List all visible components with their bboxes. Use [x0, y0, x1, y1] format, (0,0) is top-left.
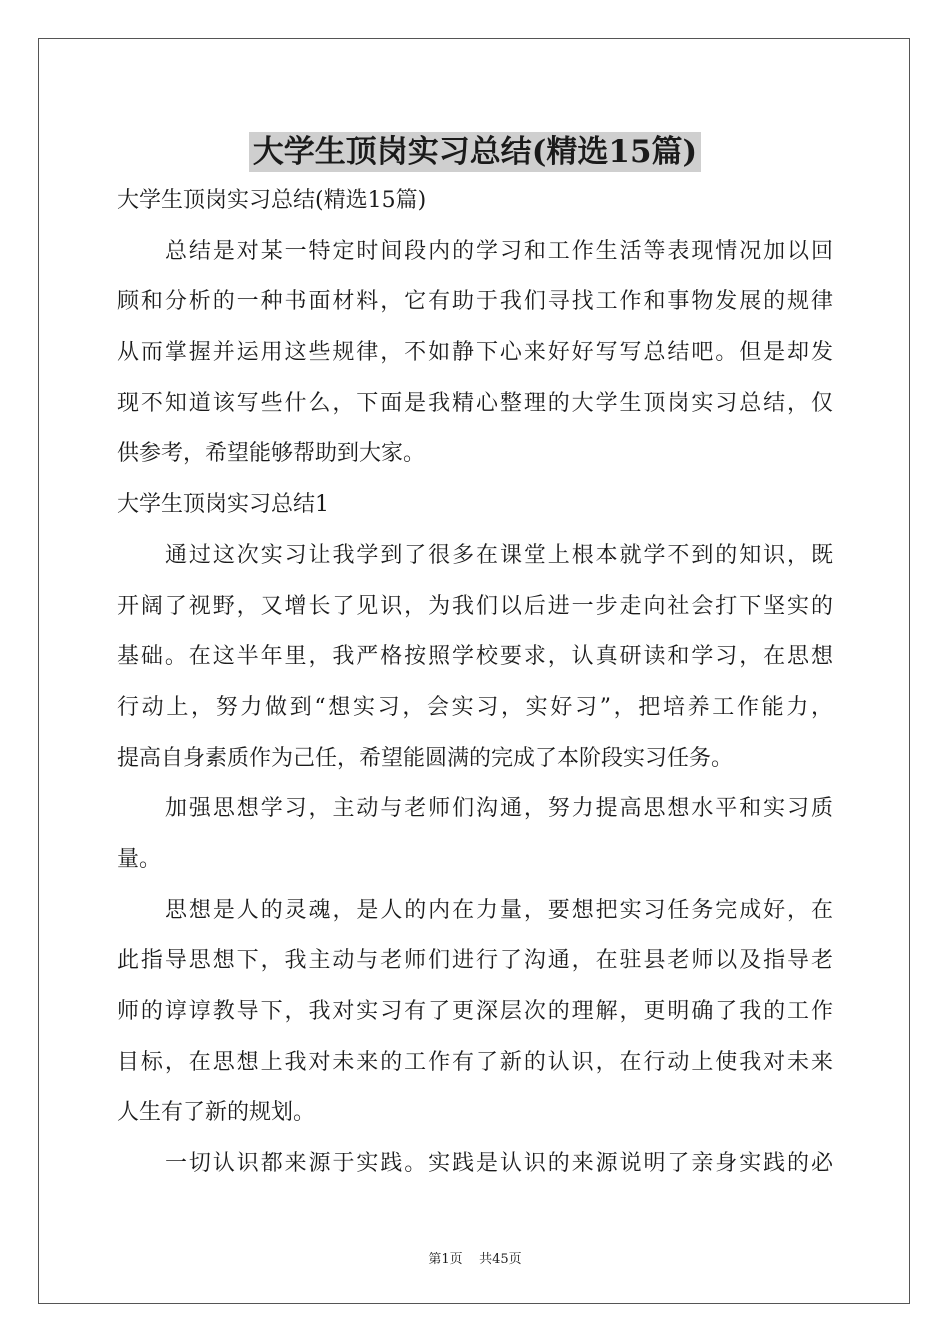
text-line: 从而掌握并运用这些规律，不如静下心来好好写写总结吧。但是却发: [117, 340, 833, 366]
document-body: [117, 176, 833, 1190]
text-line: 行动上，努力做到“想实习，会实习，实好习”，把培养工作能力，: [117, 694, 833, 720]
text-line: 总结是对某一特定时间段内的学习和工作生活等表现情况加以回: [165, 238, 833, 264]
text-line: 大学生顶岗实习总结1: [117, 492, 329, 518]
text-line: 开阔了视野，又增长了见识，为我们以后进一步走向社会打下坚实的: [117, 593, 833, 619]
text-line: 通过这次实习让我学到了很多在课堂上根本就学不到的知识，既: [165, 542, 833, 568]
document-title: [0, 126, 950, 171]
text-line: 目标，在思想上我对未来的工作有了新的认识，在行动上使我对未来: [117, 1049, 833, 1075]
text-line: 此指导思想下，我主动与老师们进行了沟通，在驻县老师以及指导老: [117, 948, 833, 974]
text-line: 基础。在这半年里，我严格按照学校要求，认真研读和学习，在思想: [117, 644, 833, 670]
text-line: 思想是人的灵魂，是人的内在力量，要想把实习任务完成好，在: [165, 897, 833, 923]
text-line: 大学生顶岗实习总结(精选15篇): [117, 188, 427, 213]
text-line: 现不知道该写些什么，下面是我精心整理的大学生顶岗实习总结，仅: [117, 390, 833, 416]
total-pages: 共45页: [479, 1252, 522, 1267]
text-line: 加强思想学习，主动与老师们沟通，努力提高思想水平和实习质: [165, 796, 833, 822]
page-footer: [0, 1248, 950, 1267]
text-line: 师的谆谆教导下，我对实习有了更深层次的理解，更明确了我的工作: [117, 999, 833, 1024]
text-line: 供参考，希望能够帮助到大家。: [117, 441, 426, 467]
text-line: 人生有了新的规划。: [117, 1100, 316, 1126]
text-line: 顾和分析的一种书面材料，它有助于我们寻找工作和事物发展的规律: [117, 289, 833, 315]
text-line: 一切认识都来源于实践。实践是认识的来源说明了亲身实践的必: [165, 1151, 833, 1177]
text-line: 量。: [117, 846, 162, 872]
text-line: 提高自身素质作为己任，希望能圆满的完成了本阶段实习任务。: [117, 745, 734, 771]
page-number: 第1页: [428, 1252, 463, 1267]
title-text: 大学生顶岗实习总结(精选15篇): [249, 132, 701, 172]
